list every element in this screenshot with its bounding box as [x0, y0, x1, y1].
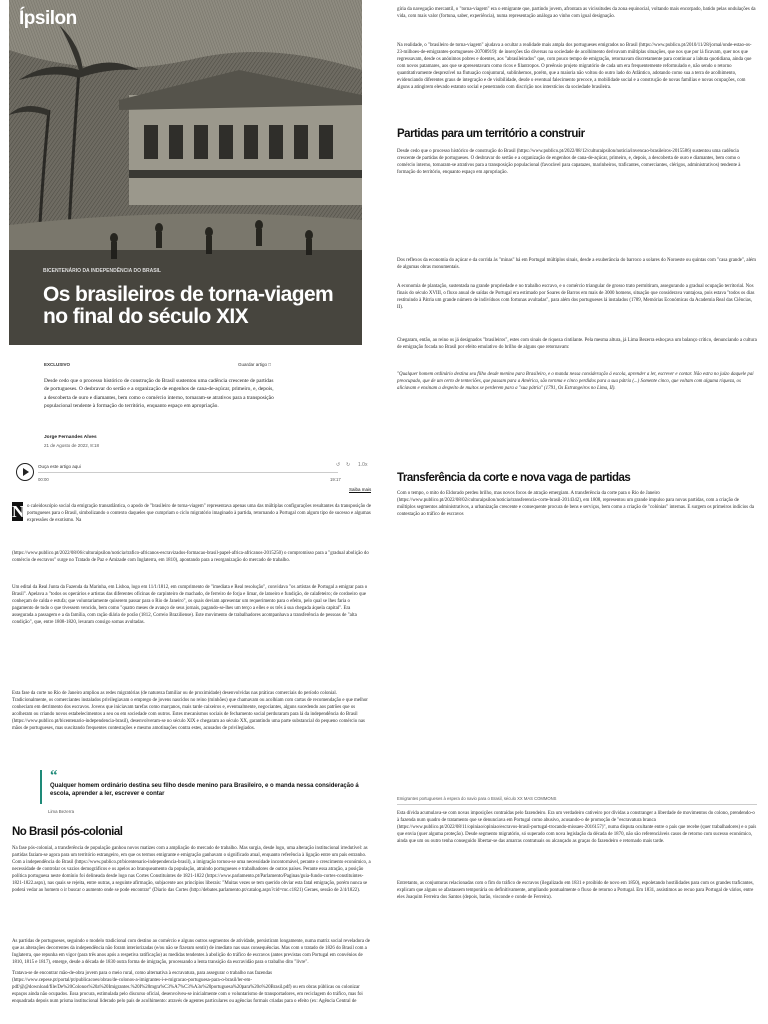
paragraph: gíria da navegação mercantil, o "torna-viagem" era o emigrante que, partindo jovem, afrontara as vicissitudes da zona equinocial, voltando mais encorpado, batido pelas ondulações da vida, com mais valor (fortuna, saber, experiência), numa representação análoga ao vinho com igual designação.	[397, 7, 756, 19]
save-article-button[interactable]	[238, 362, 271, 367]
author-link[interactable]: Jorge Fernandes Alves	[44, 435, 97, 440]
rewind-icon[interactable]: ↺	[336, 462, 341, 468]
paragraph: Com o tempo, o mito do Eldorado perdeu brilho, mas novos focos de atração emergiam. A transferência da corte para o Rio de Janeiro (https://www.publico.pt/2022/08/02/culturaipsilon/noticia/transferencia-corte-brasil-2014342), em 1808, representou um grande impulso para novas partidas, com a criação de múltiplos segmentos administrativos, a urbanização crescente e consequente procura de bens e serviços, bem como a criação de "colónias" internas. E surgem os primeiros indícios da contestação ao tráfico de escravos	[397, 491, 755, 517]
paragraph: (https://www.publico.pt/2022/08/06/culturaipsilon/noticia/trafico-africanos-escravizados-formacao-brasil-papel-africa-africanos-2015250) o compromisso para a "gradual abolição do comércio de escravos" surge no Tratado de Paz e Amizade com Inglaterra, em 1810), apontando para a reorganização do mercado de trabalho.	[12, 551, 369, 563]
image-caption: Emigrantes portugueses à espera do navio para o Brasil, século XX MAS COMMONS	[397, 796, 557, 801]
pull-quote	[40, 770, 388, 804]
paragraph: A economia de plantação, sustentada na grande propriedade e no trabalho escravo, e o comércio triangular de grosso trato permitiram, assegurando a gradual ocupação territorial. Nos finais do século XVIII, o fluxo anual de saídas de Portugal era estimado por Soares de Barros em mais de 3000 homens, situação que considerava vantajosa, pois estava "todos os dias restituindo à Pátria um grande número de indivíduos com fortunas avultadas", para além dos portugueses lá instalados (1789, Memórias Económicas da Academia Real das Ciências, II).	[397, 284, 755, 310]
exclusive-badge: EXCLUSIVO	[44, 362, 71, 367]
player-time-start: 00:00	[38, 477, 49, 482]
section-heading: No Brasil pós-colonial	[12, 826, 123, 838]
paragraph: Dos reflexos da economia do açúcar e da corrida às "minas" há em Portugal múltiplos sinais, desde a exuberância do barroco a solares do Noroeste ou quintas com "casa grande", além de algumas obras monumentais.	[397, 258, 756, 270]
paragraph: Entretanto, as conjunturas relacionadas com o fim do tráfico de escravos (ilegalizado em 1831 e proibido de novo em 1850), espoletando hostilidades para com os grandes traficantes, explicam que alguns se afastassem temporária ou definitivamente, ampliando pontualmente o fluxo de retorno a Portugal. Em 1831, assistimos ao recuo para Portugal de vários, entre eles Joaquim Ferreira dos Santos (depois, barão, visconde e conde de Ferreira).	[397, 881, 754, 900]
blockquote: "Qualquer homem ordinário destina seu filho desde menino para Brasileiro, e o manda nessa consideração á escola, aprender a ler, escrever e contar. Não estra no juízo daquele pai preocupado, que de um certo de tenteciões, que passam para a América, são tornma e cinco perdidos para a sua pátria (...) Somente cinco, que voltam com alguma riqueza, os aliciavam e ensinam a despeito de muitos se perderem para a "sua pátria" (1791, Os Estrangeiros no Lima, II).	[397, 372, 754, 391]
paragraph: Um edital da Real Junta da Fazenda da Marinha, em Lisboa, logo em 11/1/1812, em cumprimento de "imediata e Real resolução", convidava "os artistas de Portugal a emigrar para o Brasil". Apelava a "todos os operários e artistas das diferentes ofícinas de carpinteiro de machado, de ferreiro de forja e limar, de latoeiro e fundição, de calafeteiro; de cordoeiro que conheçam de calda e estufa; que voluntariamente quiserem passar para o Rio de Janeiro", os quais deviam apresentar um requerimento para o efeito, pelo qual se lhes faria o pagamento de tudo o que tivessem vencido, bem como "quatro meses de avanço de seus jornais, pagando-se-lhes um terço a elles e os três á sua chegada áquela capital". Era assegurada a passagem e a da família, com ração diária de porão (1812, Correio Braziliense). Este movimento de trabalhadores acompanhava a transferência de pessoas de "alta condição", que, entre 1808-1820, levaram consigo somas avultadas.	[12, 585, 368, 625]
publish-date: 21 de Agosto de 2022, 8:18	[44, 443, 100, 448]
save-article-label: Guardar artigo	[238, 362, 268, 367]
forward-icon[interactable]: ↻	[346, 462, 351, 468]
article-kicker[interactable]: BICENTENÁRIO DA INDEPENDÊNCIA DO BRASIL	[43, 268, 161, 274]
listen-more-link[interactable]: Saiba mais	[349, 487, 372, 492]
pull-quote-text: Qualquer homem ordinário destina seu filho desde menino para Brasileiro, e o manda nessa consideração á escola, aprender a ler, escrever e contar	[50, 783, 359, 797]
playback-speed[interactable]: 1.0x	[358, 462, 368, 468]
player-progress-bar[interactable]	[38, 472, 338, 473]
player-label: Ouça este artigo aqui	[38, 464, 81, 469]
ipsilon-logo[interactable]: Ípsilon	[19, 8, 77, 29]
quote-icon: “	[50, 768, 58, 784]
paragraph: Na fase pós-colonial, a transferência de população ganhou novos matizes com a ampliação do mercado de trabalho. Mas surgia, desde logo, uma alteração institucional irredutível: as partidas faziam-se agora para um território estrangeiro, em que os termos emigrante e emigração ganhavam o significado atual, enquanto referência à ligação entre um país estranho. Com a independência do Brasil (https://www.publico.pt/bicentenario-independencia-brasil), a imigração tornou-se uma necessidade incontornável, perante o crescimento económico, a necessidade de controlar os vazios demográficos e os apelos ao branqueamento da população, atraindo portugueses e trabalhadores de outros países. Perante essa atração, a posição política portuguesa neste domínio foi delineada desde logo nas Cortes Constituintes de 1821-1822 (https://www.parlamento.pt/Parlamento/Paginas/guia-fundo-cortes-constituintes-1821-1822.aspx), nas quais se rejeita, entre outras, a seguinte afirmação, subjacente aos princípios liberais: "Muitas vezes se tem querido obviar esta fatal emigração, porém nunca se poderá vedar ao homem o ir buscar o aumento onde se pode encontrar" (Diario das Cortes (http://debates.parlamento.pt/catalog.aspx?cid=mc.c1821) Geraes, sessão de 2/4/1822).	[12, 846, 371, 893]
play-icon[interactable]	[16, 463, 34, 481]
pull-quote-author: Lima Bezerra	[48, 809, 75, 814]
dropcap: N	[12, 502, 25, 521]
paragraph: o caleidoscópio social da emigração transatlântica, o apodo de "brasileiro de torna-viagem" representava apenas uma das múltiplas configurações resultantes da transposição de portugueses para o Brasil, simbolizando o contexto daqueles que cumpriam o ciclo migratório imaginado à partida, retornando a Portugal com algum tipo de sucesso e algumas expressões de exotismo. Na	[27, 504, 372, 523]
paragraph: Chegaram, então, ao reino os já designados "brasileiros", estes com sinais de riqueza cintilante. Pela mesma altura, já Lima Bezerra esboçava um balanço crítico, denunciando a cultura de emigração focada no Brasil por efeito emulativo do brilho de alguns que retornavam:	[397, 338, 757, 350]
audio-player	[16, 459, 376, 497]
paragraph: Esta fase da corte no Rio de Janeiro ampliou as redes migratórias (de natureza familiar ou de proximidade) desenvolvidas nas práticas comerciais do período colonial. Tradicionalmente, os comerciantes instalados privilegiavam o emprego de jovens nascidos no reino (minhões) que chamavam ou acolhiam com cartas de recomendação e que melhor conheciam em detrimento dos escravos. Jovens que iniciavam tarefas como marçanos, mais tarde caixeiros e, eventualmente, negociantes, alguns sucedendo aos patrões que os acolheram ou criando novos estabelecimentos a seu ou em sociedade com outros. Estes mecanismos sociais de fechamento social perduraram para lá da independência do Brasil (https://www.publico.pt/bicentenario-independencia-brasil), desenvolveram-se no século XIX e chegaram ao século XX, garantindo uma parte substancial do pequeno comércio nas mãos de portugueses, mas suscitando frequentes contestações e mesmo amotinações contra estes, acusados de privilegiados.	[12, 691, 368, 731]
paragraph: Esta dívida acumulava-se com novas imposições contraídas pelo fazendeiro. Era um verdadeiro cativeiro por dívidas a constranger a liberdade de movimentos do colono, prendendo-o à fazenda num quadro de tratamento que se denunciava em Portugal como abusivo, acusando-o de promoção de "escravatura branca (https://www.publico.pt/2022/08/11/opiniao/opiniao/escravos-brasil-portugal-trocando-missaes-2016157)", numa disputa ocultante entre o país que recebe (quer trabalhadores) e o país que envia (quer alguma proteção). Desde segmento migratório, só superado com nova legislação da década de 1870, não são referenciáveis casos de retorno com sucesso económico, ainda que um ou outro tenha conseguido libertar-se das amarras contratuais ou alcançado as graças do fazendeiro e retornado mais tarde.	[397, 811, 757, 844]
divider	[397, 804, 757, 805]
hero-image	[9, 0, 362, 345]
paragraph: Desde cedo que o processo histórico de construção do Brasil (https://www.publico.pt/2022/08/12/culturaipsilon/noticia/invencao-brasileiros-2015586) sustentou uma cadência crescente de partidas de portugueses. O desbravar do sertão e a organização de engenhos de cana-de-açúcar, primeiro, e, depois, a descoberta de ouro e diamantes, bem como o comércio interno, tornaram-se atrativos para a transposição populacional (favorável para capatazes, marinheiros, traficantes, comerciantes, clérigos, administrativos) tendente à formação do território, enquanto espaço em apropriação.	[397, 149, 741, 175]
article-lede: Desde cedo que o processo histórico de construção do Brasil sustentou uma cadência crescente de partidas de portugueses. O desbravar do sertão e a organização de engenhos de cana-de-açúcar, primeiro, e, depois, a descoberta de ouro e diamantes, bem como o comércio interno, tornaram-se atrativos para a transposição populacional tendente à formação do território, enquanto espaço em apropriação.	[44, 378, 274, 410]
player-time-end: 19:17	[330, 477, 341, 482]
paragraph: Na realidade, o "brasileiro de torna-viagem" ajudava a ocultar a realidade mais ampla dos portugueses emigrados no Brasil (https://www.publico.pt/2010/11/28/jornal/onde-estao-os-23-milhoes-de-emigrantes-portugueses-20708919): de inserções tão diversas na sociedade de acolhimento derivavam múltiplas situações, que nos que por lá ficavam, quer nos que regressavam, desde os anónimos pobres e doentes, aos "abrasileirados" que, com pouco tempo de emigração, retornavam discretamente para continuar a labuta quotidiana, ainda que com novos patamares, aos que se apresentavam como ricos e filantropos. O preênsio projeto migratório de cada um era frequentemente reformulado e, não sendo o retorno quantitativamente desprezível na flutuação conjuntural, sublinhemos, porém, que a maioria não voltou do outro lado do Atlântico, adotando como sua a terra de acolhimento, evidenciando diferentes graus de integração e de visibilidade, desde o eventual falecimento precoce, a mobilidade social e a construção de novas famílias e novas ocupações, com alguns a atingirem elevado estatuto social e penetrando com discrição nos interstícios da sociedade brasileira.	[397, 43, 752, 90]
section-heading: Transferência da corte e nova vaga de partidas	[397, 472, 631, 484]
paragraph: As partidas de portugueses, seguindo o modelo tradicional com destino ao comércio e alguns outros segmentos de atividade, persistiram longamente, numa matriz social reveladora de que as alterações decorrentes da independência não foram interiorizadas (e/ou não se fizeram sentir) de imediato nas suas consequências. Mas com o tratado de 1826 do Brasil com a Inglaterra, que repunha em vigor (para três anos após a respetiva ratificação) as medidas tendentes à abolição do tráfico de escravos (antes previstas com Portugal em convénios de 1810, 1815 e 1817), emerge, desde a década de 1830 outra forma de imigração, processando a lenta transição da escravidão para o trabalho dito "livre".	[12, 939, 370, 965]
bookmark-icon: □	[268, 362, 271, 367]
article-title: Os brasileiros de torna-viagem no final do século XIX	[43, 283, 334, 328]
paragraph: Tratava-se de encontrar mão-de-obra jovem para o meio rural, como alternativa à escravatura, para assegurar o trabalho nas fazendas (https://www.cepese.pt/portal/pt/publicacoes/obras/de-colonos-a-imigrantes-i-e-migracao-portuguesa-para-o-brasil/ler-em-pdf/@@download/file/De%20Colonos%20a%20Imigrantes.%20I%20mgra%C3%A7%C3%A3o%20portuguesa%20para%20o%20Brasil.pdf) ou em obras públicas ou colonizar espaços ainda não ocupados. Essa procura, estimulada pelo discurso oficial, desenvolveu-se inicialmente com o voluntarismo de transportadores, em reciclagem do tráfico, mas foi enquadrada depois num prisma institucional liderado pelo país de acolhimento: através de agentes particulares ou agências formais criadas para o efeito (ex: Agência Central de	[12, 971, 363, 1004]
section-heading: Partidas para um território a construir	[397, 128, 585, 140]
